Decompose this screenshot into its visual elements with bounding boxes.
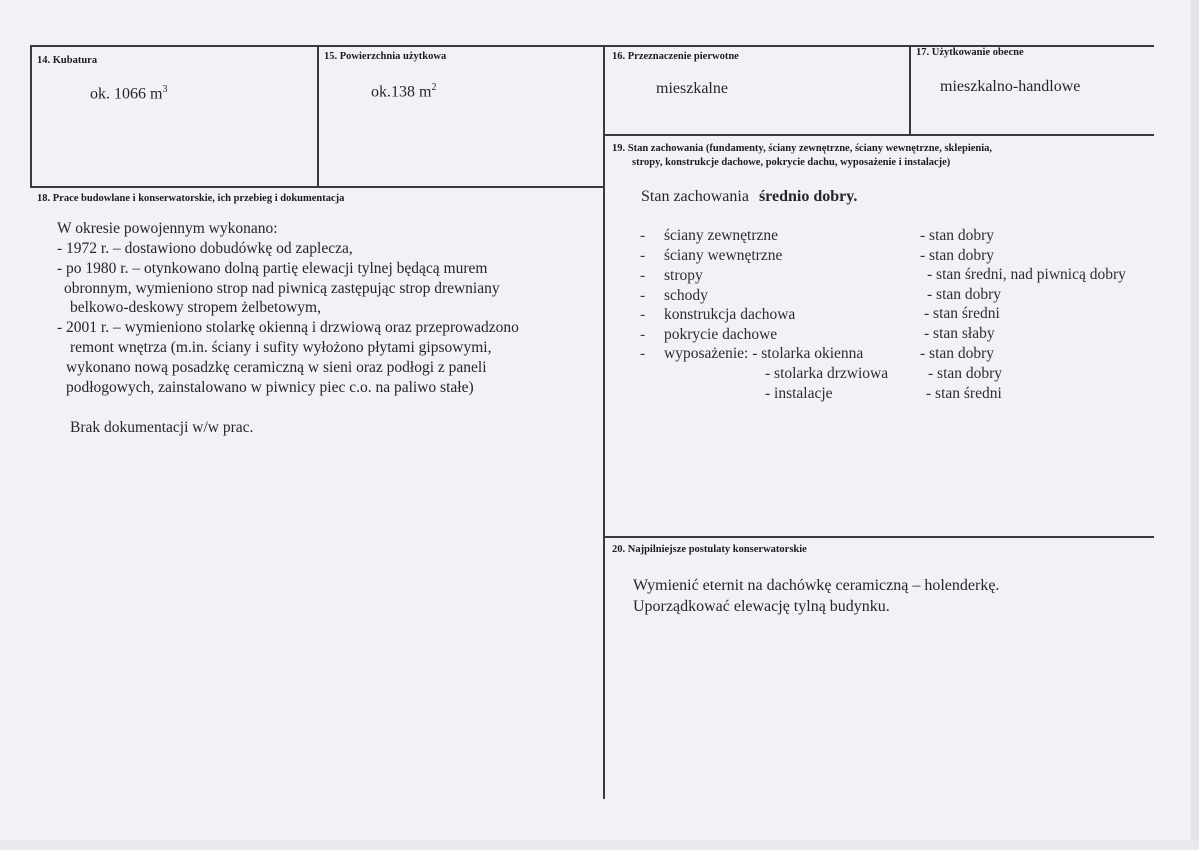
divider-14-15 — [317, 45, 319, 187]
list-item-state: - stan dobry — [920, 247, 995, 264]
field-18-line: wykonano nową posadzkę ceramiczną w sieni oraz podłogi z paneli — [66, 359, 487, 376]
list-item-state: - stan słaby — [924, 325, 995, 342]
field-14-unit-sup: 3 — [162, 84, 168, 95]
field-19-summary-prefix: Stan zachowania — [641, 188, 749, 205]
list-item-name: pokrycie dachowe — [664, 326, 778, 343]
field-15-value-text: ok.138 m — [371, 83, 432, 101]
field-18-line: - po 1980 r. – otynkowano dolną partię elewacji tylnej będącą murem — [57, 260, 488, 277]
divider-row-16-19 — [603, 134, 1154, 136]
paper-edge-right — [1191, 0, 1199, 850]
list-item-name: stropy — [664, 267, 703, 284]
list-item-state: - stan średni, nad piwnicą dobry — [927, 266, 1126, 283]
field-14-value-text: ok. 1066 m — [90, 85, 163, 103]
list-item-dash: - — [640, 287, 646, 304]
field-18-label: 18. Prace budowlane i konserwatorskie, ich przebieg i dokumentacja — [37, 193, 345, 204]
field-20-line: Wymienić eternit na dachówkę ceramiczną – holenderkę. — [633, 577, 1000, 594]
field-14-value — [90, 84, 167, 103]
list-item-name: ściany wewnętrzne — [664, 247, 783, 264]
field-20-line: Uporządkować elewację tylną budynku. — [633, 598, 890, 615]
field-14-label: 14. Kubatura — [37, 55, 98, 66]
field-18-line: - 1972 r. – dostawiono dobudówkę od zaplecza, — [57, 240, 353, 257]
list-item-dash: - — [640, 247, 646, 264]
field-15-unit-sup: 2 — [431, 82, 437, 93]
field-16-value: mieszkalne — [656, 80, 728, 97]
list-item-state: - stan dobry — [920, 227, 995, 244]
list-item-state: - stan dobry — [920, 345, 995, 362]
list-item-dash: - — [640, 267, 646, 284]
field-16-label: 16. Przeznaczenie pierwotne — [612, 51, 739, 62]
field-19-label-line1: 19. Stan zachowania (fundamenty, ściany zewnętrzne, ściany wewnętrzne, sklepienia, — [612, 143, 993, 154]
list-item-state: - stan dobry — [928, 365, 1003, 382]
list-item-state: - stan średni — [924, 305, 1000, 322]
field-20-label: 20. Najpilniejsze postulaty konserwatorskie — [612, 544, 807, 555]
field-18-line: - 2001 r. – wymieniono stolarkę okienną i drzwiową oraz przeprowadzono — [57, 319, 519, 336]
divider-row-19-20 — [603, 536, 1154, 538]
field-15-value — [371, 82, 436, 101]
list-item-name: wyposażenie: - stolarka okienna — [664, 345, 864, 362]
field-15-label: 15. Powierzchnia użytkowa — [324, 51, 447, 62]
list-item-name: konstrukcja dachowa — [664, 306, 796, 323]
paper-edge-bottom — [0, 840, 1199, 850]
divider-16-17 — [909, 45, 911, 134]
list-item-dash: - — [640, 326, 646, 343]
field-18-line: W okresie powojennym wykonano: — [57, 220, 278, 237]
list-item-state: - stan dobry — [927, 286, 1002, 303]
divider-row-14-18 — [30, 186, 604, 188]
field-18-line: remont wnętrza (m.in. ściany i sufity wyłożono płytami gipsowymi, — [70, 339, 492, 356]
field-18-line: belkowo-deskowy stropem żelbetowym, — [70, 299, 321, 316]
field-18-note: Brak dokumentacji w/w prac. — [70, 419, 254, 436]
field-17-value: mieszkalno-handlowe — [940, 78, 1081, 95]
list-item-dash: - — [640, 345, 646, 362]
list-item-dash: - — [640, 306, 646, 323]
list-item-state: - stan średni — [926, 385, 1002, 402]
divider-main — [603, 45, 605, 799]
field-19-summary-value: średnio dobry. — [758, 188, 858, 205]
list-item-name: ściany zewnętrzne — [664, 227, 779, 244]
list-item-name: - instalacje — [765, 385, 833, 402]
field-18-line: obronnym, wymieniono strop nad piwnicą zastępując strop drewniany — [64, 280, 500, 297]
field-17-label: 17. Użytkowanie obecne — [916, 47, 1024, 58]
field-18-line: podłogowych, zainstalowano w piwnicy piec c.o. na paliwo stałe) — [66, 379, 474, 396]
list-item-name: schody — [664, 287, 708, 304]
left-border — [30, 45, 32, 187]
field-19-label-line2: stropy, konstrukcje dachowe, pokrycie dachu, wyposażenie i instalacje) — [632, 157, 951, 168]
list-item-dash: - — [640, 227, 646, 244]
field-19-summary — [641, 187, 857, 207]
list-item-name: - stolarka drzwiowa — [765, 365, 889, 382]
